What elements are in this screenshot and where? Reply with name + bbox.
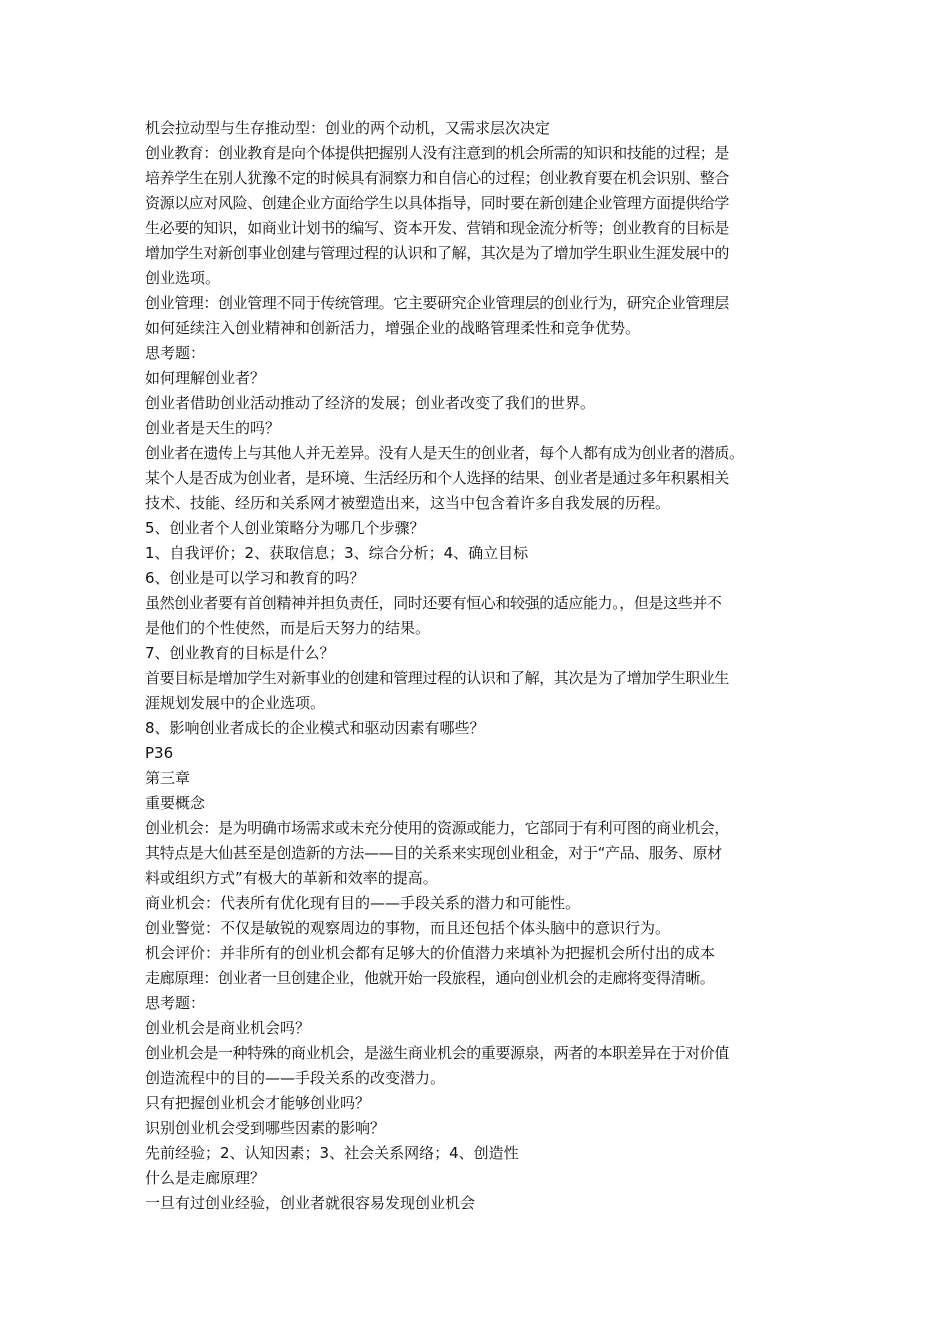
section-heading: 思考题： <box>145 994 206 1012</box>
text-line: 增加学生对新创事业创建与管理过程的认识和了解，其次是为了增加学生职业生涯发展中的 <box>145 244 730 262</box>
answer: 某个人是否成为创业者，是环境、生活经历和个人选择的结果、创业者是通过多年积累相关 <box>145 469 730 487</box>
question: 创业者是天生的吗？ <box>145 419 281 437</box>
text-line: 培养学生在别人犹豫不定的时候具有洞察力和自信心的过程；创业教育要在机会识别、整合 <box>145 169 730 187</box>
answer: 创造流程中的目的——手段关系的改变潜力。 <box>145 1069 446 1087</box>
answer: 首要目标是增加学生对新事业的创建和管理过程的认识和了解，其次是为了增加学生职业生 <box>145 669 730 687</box>
text-line: 走廊原理：创业者一旦创建企业，他就开始一段旅程，通向创业机会的走廊将变得清晰。 <box>145 969 715 987</box>
text-line: 料或组织方式”有极大的革新和效率的提高。 <box>145 869 438 887</box>
answer: 1、自我评价；2、获取信息；3、综合分析；4、确立目标 <box>145 544 529 562</box>
answer: 创业机会是一种特殊的商业机会，是滋生商业机会的重要源泉，两者的本职差异在于对价值 <box>145 1044 730 1062</box>
text-line: 资源以应对风险、创建企业方面给学生以具体指导，同时要在新创建企业管理方面提供给学 <box>145 194 730 212</box>
text-line: 机会拉动型与生存推动型：创业的两个动机，又需求层次决定 <box>145 119 551 137</box>
question: 识别创业机会受到哪些因素的影响？ <box>145 1119 386 1137</box>
answer: 创业者在遗传上与其他人并无差异。没有人是天生的创业者，每个人都有成为创业者的潜质。 <box>145 444 744 462</box>
text-line: 机会评价：并非所有的创业机会都有足够大的价值潜力来填补为把握机会所付出的成本 <box>145 944 716 962</box>
page-reference: P36 <box>145 744 174 762</box>
chapter-heading: 第三章 <box>145 769 191 787</box>
text-line: 创业选项。 <box>145 269 221 287</box>
answer: 一旦有过创业经验，创业者就很容易发现创业机会 <box>145 1194 476 1212</box>
question: 创业机会是商业机会吗？ <box>145 1019 311 1037</box>
question: 如何理解创业者？ <box>145 369 266 387</box>
text-line: 创业警觉：不仅是敏锐的观察周边的事物，而且还包括个体头脑中的意识行为。 <box>145 919 671 937</box>
answer: 先前经验；2、认知因素；3、社会关系网络；4、创造性 <box>145 1144 519 1162</box>
answer: 是他们的个性使然，而是后天努力的结果。 <box>145 619 431 637</box>
question: 6、创业是可以学习和教育的吗？ <box>145 569 365 587</box>
section-heading: 思考题： <box>145 344 206 362</box>
text-line: 创业机会：是为明确市场需求或未充分使用的资源或能力，它部同于有利可图的商业机会， <box>145 819 730 837</box>
question: 什么是走廊原理？ <box>145 1169 266 1187</box>
answer: 涯规划发展中的企业选项。 <box>145 694 326 712</box>
text-line: 如何延续注入创业精神和创新活力，增强企业的战略管理柔性和竞争优势。 <box>145 319 641 337</box>
question: 8、影响创业者成长的企业模式和驱动因素有哪些？ <box>145 719 485 737</box>
text-line: 其特点是大仙甚至是创造新的方法——目的关系来实现创业租金，对于“产品、服务、原材 <box>145 844 722 862</box>
answer: 技术、技能、经历和关系网才被塑造出来，这当中包含着许多自我发展的历程。 <box>145 494 671 512</box>
text-line: 商业机会：代表所有优化现有目的——手段关系的潜力和可能性。 <box>145 894 581 912</box>
text-line: 生必要的知识，如商业计划书的编写、资本开发、营销和现金流分析等；创业教育的目标是 <box>145 219 730 237</box>
text-line: 创业教育：创业教育是向个体提供把握别人没有注意到的机会所需的知识和技能的过程；是 <box>145 144 730 162</box>
section-heading: 重要概念 <box>145 794 206 812</box>
answer: 虽然创业者要有首创精神并担负责任，同时还要有恒心和较强的适应能力。，但是这些并不 <box>145 594 722 612</box>
text-line: 创业管理：创业管理不同于传统管理。它主要研究企业管理层的创业行为，研究企业管理层 <box>145 294 730 312</box>
question: 5、创业者个人创业策略分为哪几个步骤？ <box>145 519 425 537</box>
document-body <box>145 116 810 1216</box>
question: 7、创业教育的目标是什么？ <box>145 644 335 662</box>
answer: 创业者借助创业活动推动了经济的发展；创业者改变了我们的世界。 <box>145 394 596 412</box>
question: 只有把握创业机会才能够创业吗？ <box>145 1094 371 1112</box>
